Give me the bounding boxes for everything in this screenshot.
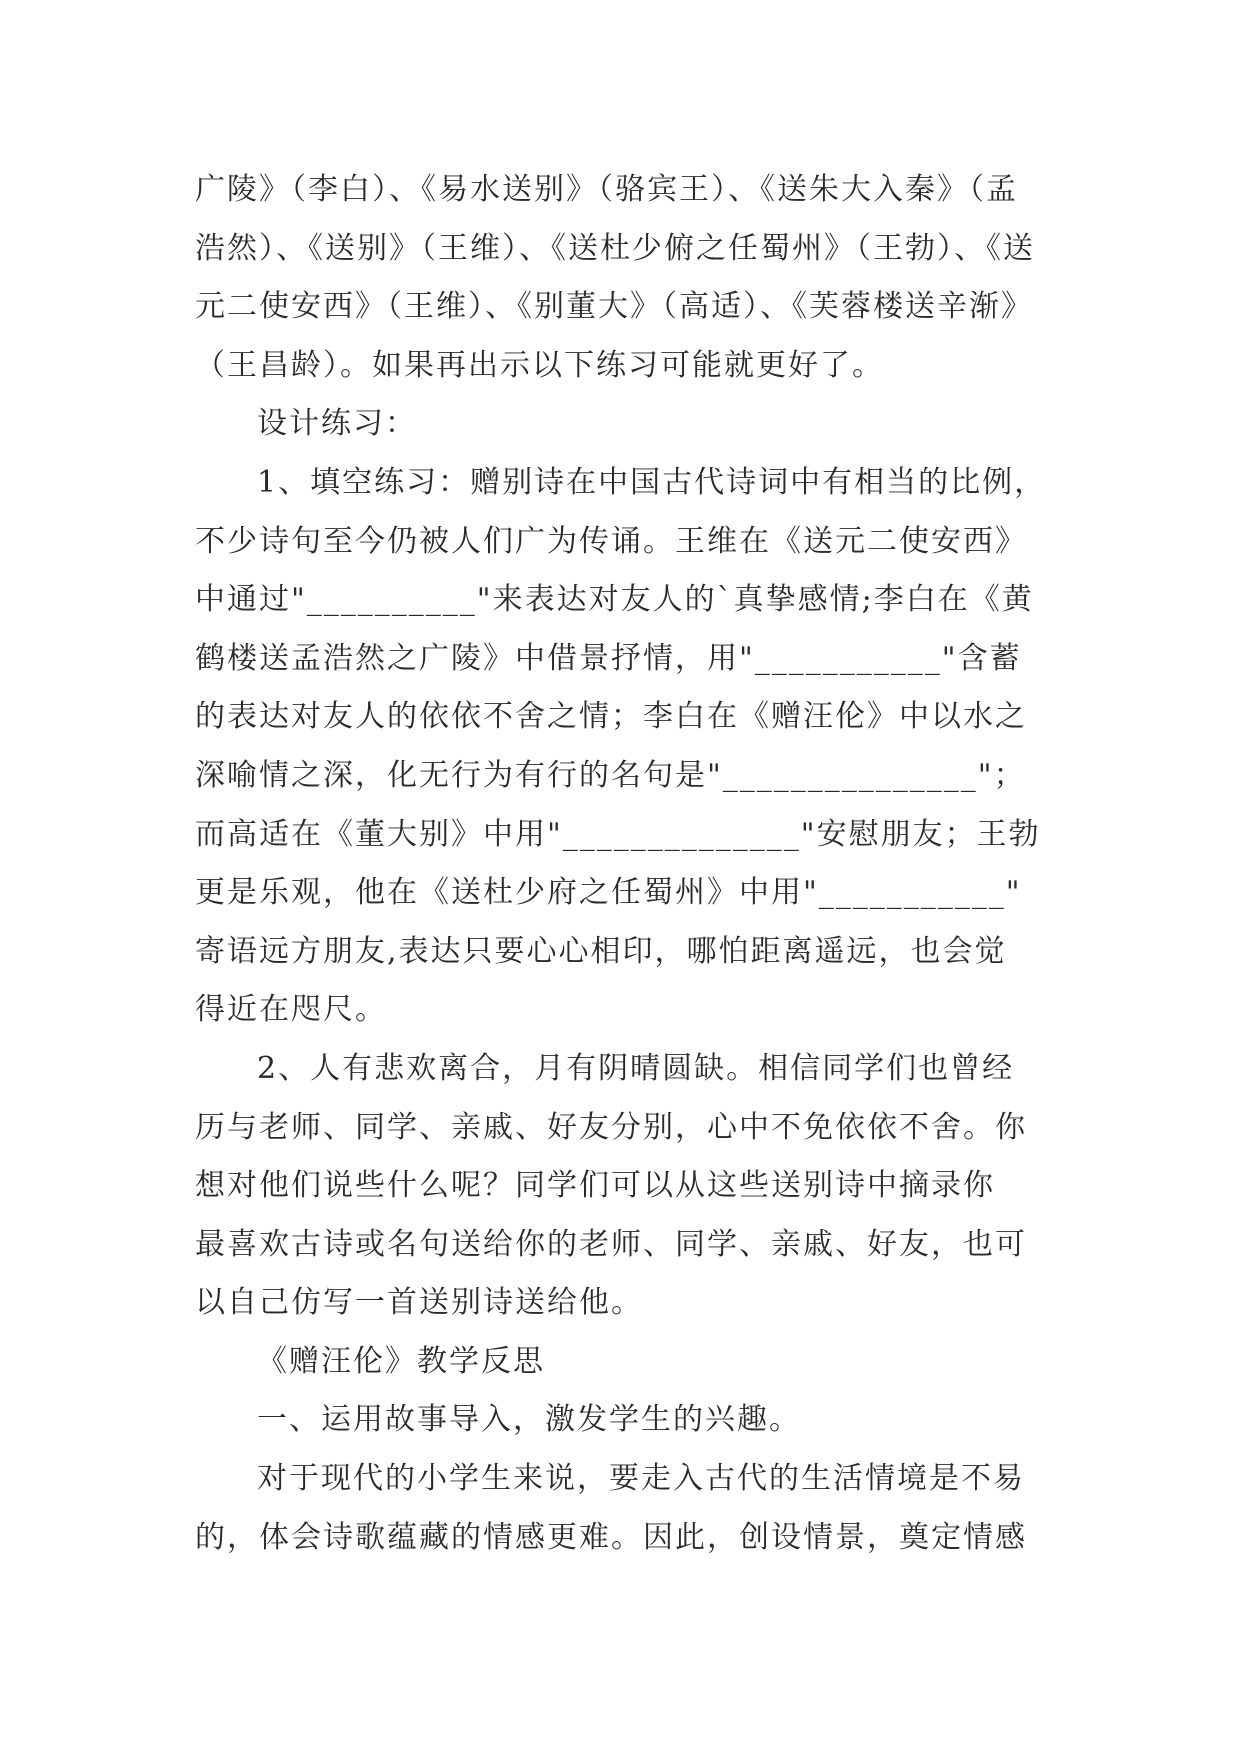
text-line: 2、人有悲欢离合，月有阴晴圆缺。相信同学们也曾经 [257, 1050, 1015, 1086]
text-line: 广陵》（李白）、《易水送别》（骆宾王）、《送朱大入秦》（孟 [195, 172, 1018, 207]
text-line: 元二使安西》（王维）、《别董大》（高适）、《芙蓉楼送辛渐》 [195, 289, 1033, 325]
text-line: （王昌龄）。如果再出示以下练习可能就更好了。 [195, 347, 884, 383]
text-line: 最喜欢古诗或名句送给你的老师、同学、亲戚、好友，也可 [195, 1226, 1027, 1262]
text-line: 历与老师、同学、亲戚、好友分别，心中不免依依不舍。你 [195, 1109, 1027, 1145]
text-line: 更是乐观，他在《送杜少府之任蜀州》中用"___________" [195, 875, 1022, 911]
text-line: 浩然）、《送别》（王维）、《送杜少俯之任蜀州》（王勃）、《送 [195, 230, 1035, 266]
text-line: 的表达对友人的依依不舍之情；李白在《赠汪伦》中以水之 [195, 699, 1027, 735]
text-line: 《赠汪伦》教学反思 [257, 1343, 545, 1379]
text-line: 设计练习： [257, 406, 417, 442]
text-line: 的，体会诗歌蕴藏的情感更难。因此，创设情景，奠定情感 [195, 1519, 1027, 1555]
document-body [195, 161, 1045, 1567]
text-line: 寄语远方朋友,表达只要心心相印，哪怕距离遥远，也会觉 [195, 933, 1007, 969]
text-line: 而高适在《董大别》中用"______________"安慰朋友；王勃 [195, 816, 1041, 852]
text-line: 深喻情之深，化无行为有行的名句是"_______________"； [195, 757, 1026, 793]
text-line: 想对他们说些什么呢？同学们可以从这些送别诗中摘录你 [195, 1168, 995, 1204]
text-line: 以自己仿写一首送别诗送给他。 [195, 1285, 643, 1321]
text-line: 不少诗句至今仍被人们广为传诵。王维在《送元二使安西》 [195, 523, 1027, 559]
text-line: 鹤楼送孟浩然之广陵》中借景抒情，用"___________"含蓄 [195, 640, 1022, 676]
text-line: 得近在咫尺。 [195, 992, 387, 1028]
text-line: 对于现代的小学生来说，要走入古代的生活情境是不易 [257, 1461, 1025, 1497]
text-line: 中通过"__________"来表达对友人的`真挚感情;李白在《黄 [195, 582, 1034, 618]
text-line: 一、运用故事导入，激发学生的兴趣。 [257, 1402, 801, 1438]
text-line: 1、填空练习：赠别诗在中国古代诗词中有相当的比例， [257, 464, 1047, 500]
